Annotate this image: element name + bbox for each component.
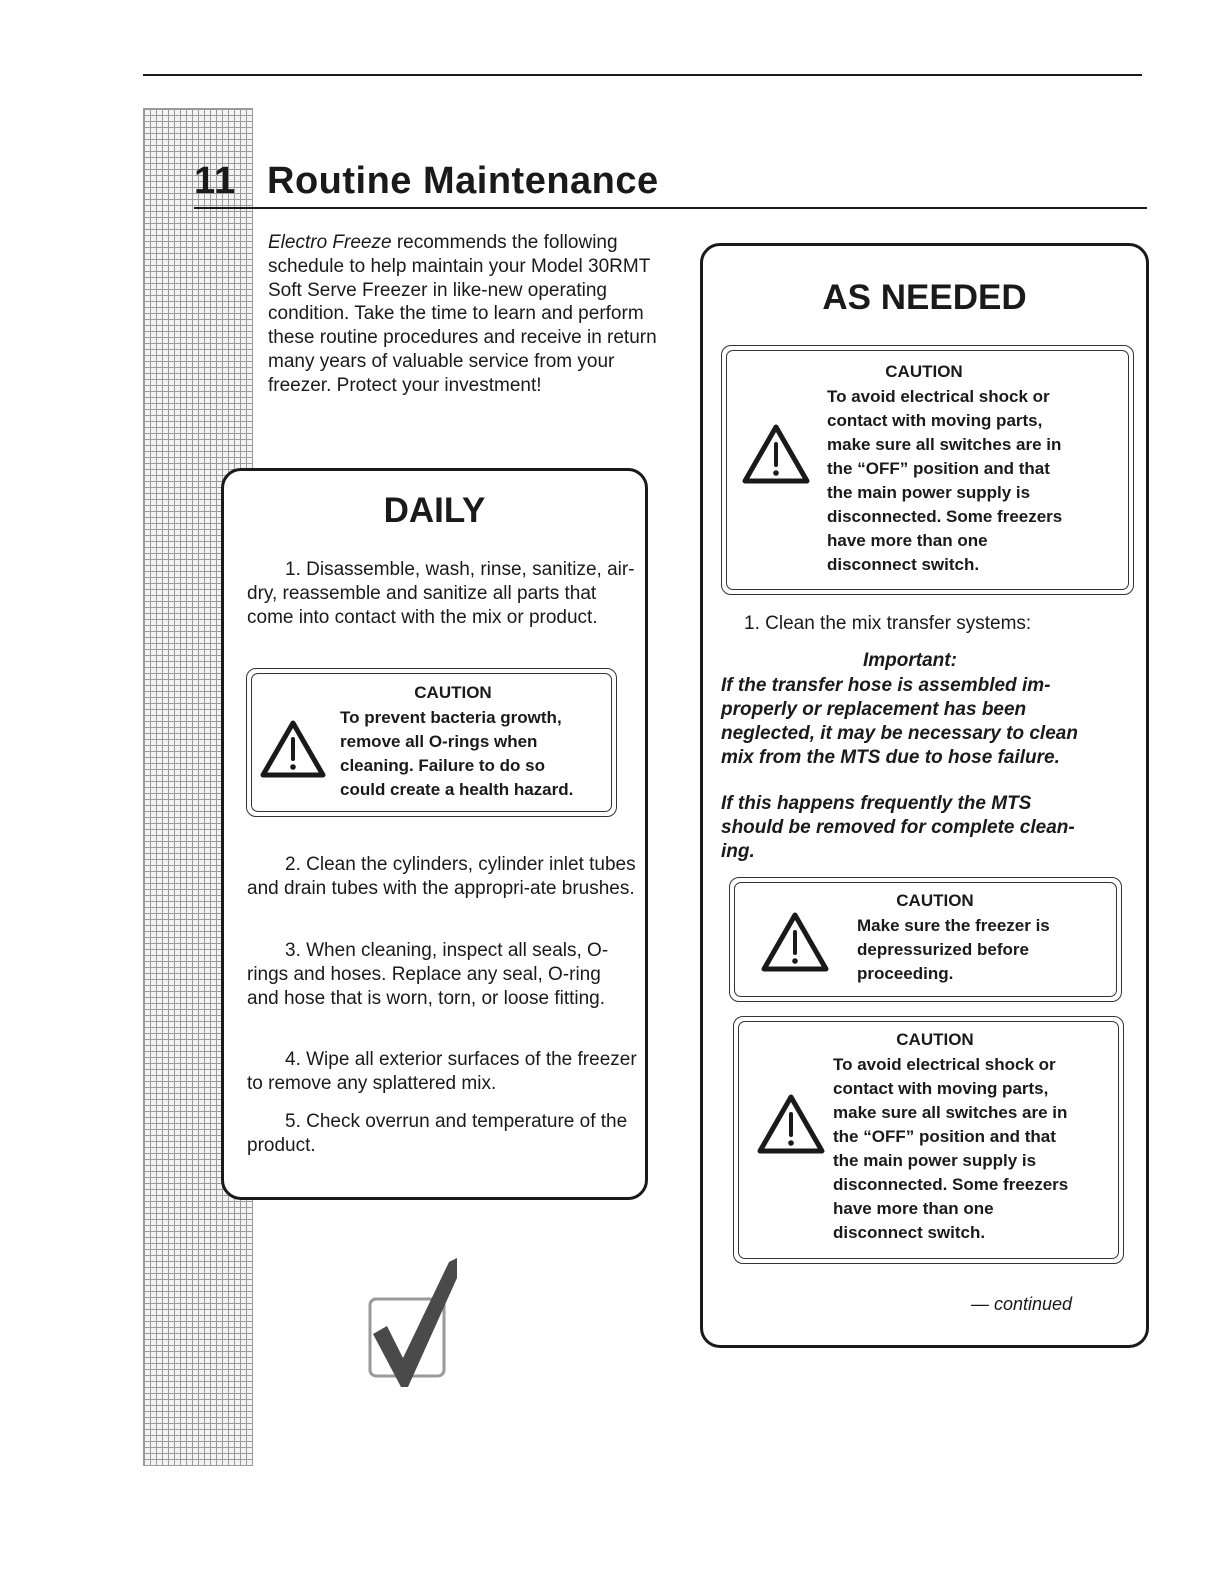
important-line: If the transfer hose is assembled im-	[721, 675, 1051, 696]
daily-caution-title: CAUTION	[414, 683, 492, 702]
caution-line: disconnect switch.	[827, 555, 980, 574]
caution-line: the “OFF” position and that	[833, 1127, 1056, 1146]
caution-line: cleaning. Failure to do so	[340, 756, 545, 775]
continued-label: — continued	[971, 1294, 1073, 1314]
warning-triangle-icon	[760, 911, 830, 973]
daily-caution-body	[340, 706, 612, 802]
as-needed-caution-1-body	[827, 385, 1129, 577]
caution-line: remove all O-rings when	[340, 732, 538, 751]
important-line: ing.	[721, 841, 755, 862]
intro-text: recommends the following schedule to help maintain your Model 30RMT Soft Serve Freezer in like-new operating condition. Take the time to learn and perform these routine procedures and receive in return many years of valuable service from your freezer. Protect your investment!	[268, 232, 657, 396]
checkmark-icon	[365, 1256, 465, 1391]
chapter-title: Routine Maintenance	[267, 160, 659, 202]
warning-triangle-icon	[741, 423, 811, 485]
important-heading: Important:	[863, 650, 957, 671]
as-needed-caution-1	[721, 345, 1134, 595]
intro-brand: Electro Freeze	[268, 232, 392, 253]
caution-line: contact with moving parts,	[827, 411, 1043, 430]
as-needed-heading: AS NEEDED	[822, 278, 1027, 317]
caution-line: To avoid electrical shock or	[827, 387, 1050, 406]
caution-line: depressurized before	[857, 940, 1029, 959]
caution-line: disconnect switch.	[833, 1223, 986, 1242]
as-needed-caution-1-title: CAUTION	[885, 362, 963, 381]
as-needed-caution-3	[733, 1016, 1124, 1264]
as-needed-caution-2-title: CAUTION	[896, 891, 974, 910]
as-needed-caution-3-title: CAUTION	[896, 1030, 974, 1049]
caution-line: make sure all switches are in	[827, 435, 1062, 454]
caution-line: To prevent bacteria growth,	[340, 708, 562, 727]
daily-caution	[246, 668, 617, 817]
daily-item-2: 2. Clean the cylinders, cylinder inlet tubes and drain tubes with the appropri-ate brushes.	[247, 854, 636, 899]
important-text-1	[721, 674, 1146, 770]
caution-line: disconnected. Some freezers	[827, 507, 1063, 526]
chapter-number: 11	[194, 160, 237, 202]
caution-line: disconnected. Some freezers	[833, 1175, 1069, 1194]
caution-line: To avoid electrical shock or	[833, 1055, 1056, 1074]
caution-line: make sure all switches are in	[833, 1103, 1068, 1122]
caution-line: Make sure the freezer is	[857, 916, 1050, 935]
as-needed-caution-2	[729, 877, 1122, 1002]
warning-triangle-icon	[756, 1093, 826, 1155]
important-line: should be removed for complete clean-	[721, 817, 1075, 838]
caution-line: contact with moving parts,	[833, 1079, 1049, 1098]
daily-heading: DAILY	[383, 491, 486, 530]
important-line: If this happens frequently the MTS	[721, 793, 1032, 814]
title-rule	[194, 207, 1147, 209]
caution-line: the main power supply is	[833, 1151, 1037, 1170]
daily-item-1: 1. Disassemble, wash, rinse, sanitize, air-dry, reassemble and sanitize all parts that come into contact with the mix or product.	[247, 559, 635, 628]
top-rule	[143, 74, 1142, 76]
important-text-2	[721, 792, 1146, 864]
daily-item-5: 5. Check overrun and temperature of the product.	[247, 1111, 628, 1156]
caution-line: proceeding.	[857, 964, 954, 983]
daily-item-4: 4. Wipe all exterior surfaces of the freezer to remove any splattered mix.	[247, 1049, 637, 1094]
caution-line: have more than one	[827, 531, 988, 550]
daily-item-3: 3. When cleaning, inspect all seals, O-rings and hoses. Replace any seal, O-ring and hose that is worn, torn, or loose fitting.	[247, 940, 609, 1009]
as-needed-item-1: 1. Clean the mix transfer systems:	[744, 613, 1032, 634]
caution-line: have more than one	[833, 1199, 994, 1218]
caution-line: could create a health hazard.	[340, 780, 574, 799]
daily-box	[221, 468, 648, 1200]
caution-line: the “OFF” position and that	[827, 459, 1050, 478]
intro-paragraph	[268, 231, 668, 398]
as-needed-box	[700, 243, 1149, 1348]
as-needed-caution-2-body	[857, 914, 1112, 986]
important-line: mix from the MTS due to hose failure.	[721, 747, 1060, 768]
warning-triangle-icon	[259, 719, 327, 779]
important-line: neglected, it may be necessary to clean	[721, 723, 1078, 744]
caution-line: the main power supply is	[827, 483, 1031, 502]
as-needed-caution-3-body	[833, 1053, 1118, 1245]
important-line: properly or replacement has been	[721, 699, 1027, 720]
